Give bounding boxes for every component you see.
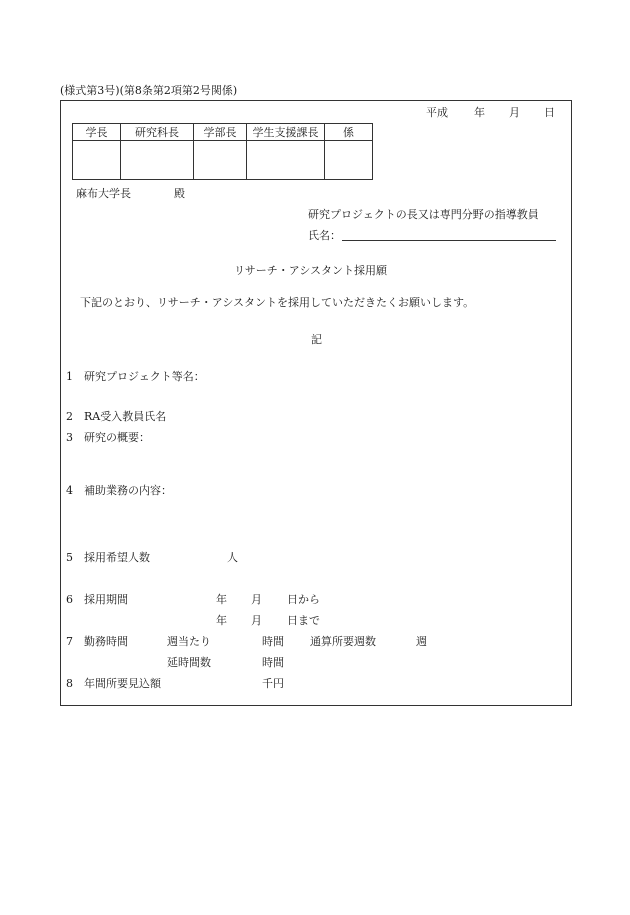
applicant-name-line[interactable] bbox=[342, 240, 556, 241]
date-day: 日 bbox=[544, 106, 555, 119]
approval-header-president: 学長 bbox=[73, 124, 121, 141]
item-6-from-day: 日から bbox=[287, 593, 320, 606]
stamp-cell-dean-graduate[interactable] bbox=[121, 141, 194, 180]
item-6-to-month: 月 bbox=[251, 614, 262, 627]
item-1-number: 1 bbox=[66, 370, 73, 383]
applicant-role: 研究プロジェクトの長又は専門分野の指導教員 bbox=[308, 208, 539, 221]
form-header: (様式第3号)(第8条第2項第2号関係) bbox=[60, 84, 238, 97]
item-8-number: 8 bbox=[66, 677, 73, 690]
approval-header-dean-graduate: 研究科長 bbox=[121, 124, 194, 141]
stamp-cell-dean-faculty[interactable] bbox=[194, 141, 247, 180]
item-7-overtime-hours-unit: 時間 bbox=[262, 656, 284, 669]
item-4-number: 4 bbox=[66, 484, 73, 497]
item-6-from-month: 月 bbox=[251, 593, 262, 606]
item-7-week-unit: 週 bbox=[416, 635, 427, 648]
item-7-weekly-hours-unit: 時間 bbox=[262, 635, 284, 648]
applicant-name-label: 氏名： bbox=[308, 229, 341, 242]
item-6-to-day: 日まで bbox=[287, 614, 320, 627]
ki-marker: 記 bbox=[311, 333, 322, 346]
item-1-label: 研究プロジェクト等名： bbox=[84, 370, 205, 383]
item-6-to-year: 年 bbox=[216, 614, 227, 627]
stamp-cell-clerk[interactable] bbox=[325, 141, 373, 180]
approval-header-clerk: 係 bbox=[325, 124, 373, 141]
item-6-from-year: 年 bbox=[216, 593, 227, 606]
addressee-name: 麻布大学長 bbox=[76, 187, 131, 200]
approval-header-student-support: 学生支援課長 bbox=[247, 124, 325, 141]
item-7-weekly-label: 週当たり bbox=[167, 635, 211, 648]
item-6-label: 採用期間 bbox=[84, 593, 128, 606]
item-2-number: 2 bbox=[66, 410, 73, 423]
item-7-label: 勤務時間 bbox=[84, 635, 128, 648]
approval-table bbox=[72, 123, 373, 180]
stamp-cell-president[interactable] bbox=[73, 141, 121, 180]
item-5-label: 採用希望人数 bbox=[84, 551, 150, 564]
item-5-number: 5 bbox=[66, 551, 73, 564]
approval-header-dean-faculty: 学部長 bbox=[194, 124, 247, 141]
item-7-number: 7 bbox=[66, 635, 73, 648]
addressee-honorific: 殿 bbox=[174, 187, 185, 200]
date-era: 平成 bbox=[426, 106, 448, 119]
item-8-label: 年間所要見込額 bbox=[84, 677, 161, 690]
item-8-unit: 千円 bbox=[262, 677, 284, 690]
item-4-label: 補助業務の内容： bbox=[84, 484, 172, 497]
item-2-label: RA受入教員氏名 bbox=[84, 410, 167, 423]
item-7-overtime-label: 延時間数 bbox=[167, 656, 211, 669]
item-3-label: 研究の概要： bbox=[84, 431, 150, 444]
item-3-number: 3 bbox=[66, 431, 73, 444]
document-title: リサーチ・アシスタント採用願 bbox=[234, 264, 388, 277]
item-7-weeks-label: 通算所要週数 bbox=[310, 635, 376, 648]
stamp-cell-student-support[interactable] bbox=[247, 141, 325, 180]
item-6-number: 6 bbox=[66, 593, 73, 606]
date-month: 月 bbox=[509, 106, 520, 119]
date-year: 年 bbox=[474, 106, 485, 119]
intro-text: 下記のとおり、リサーチ・アシスタントを採用していただきたくお願いします。 bbox=[80, 296, 475, 309]
item-5-unit: 人 bbox=[227, 551, 238, 564]
